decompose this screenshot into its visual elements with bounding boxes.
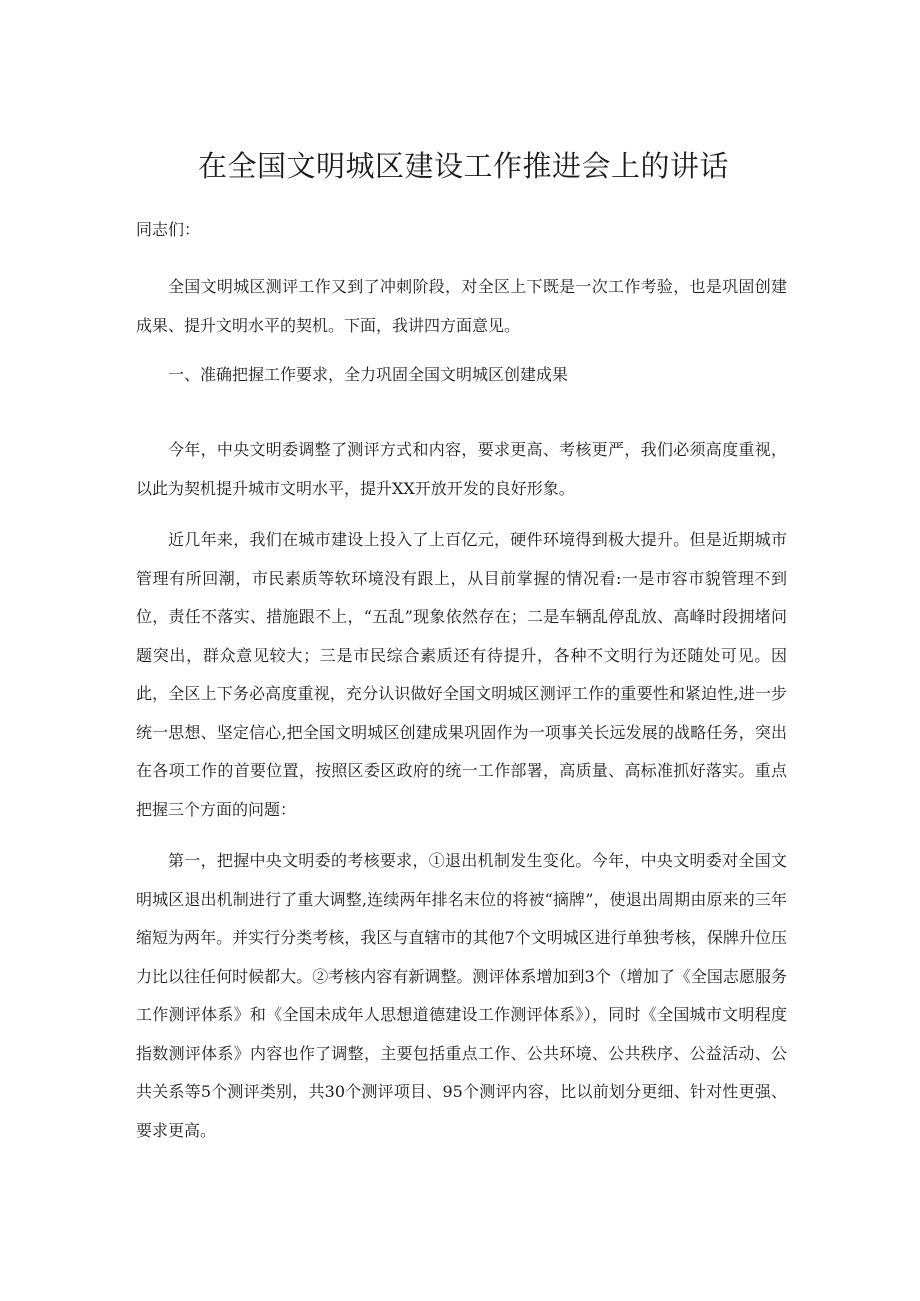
body-paragraph: 第一，把握中央文明委的考核要求，①退出机制发生变化。今年，中央文明委对全国文明城区退出机制进行了重大调整,连续两年排名末位的将被“摘牌”，使退出周期由原来的三年缩短为两年。并实行分类考核，我区与直辖市的其他7个文明城区进行单独考核，保牌升位压力比以往任何时候都大。②考核内容有新调整。测评体系增加到3个（增加了《全国志愿服务工作测评体系》和《全国未成年人思想道德建设工作测评体系》），同时《全国城市文明程度指数测评体系》内容也作了调整，主要包括重点工作、公共环境、公共秩序、公益活动、公共关系等5个测评类别，共30个测评项目、95个测评内容，比以前划分更细、针对性更强、要求更高。 xyxy=(136,851,787,1140)
body-paragraph: 今年，中央文明委调整了测评方式和内容，要求更高、考核更严，我们必须高度重视，以此为契机提升城市文明水平，提升XX开放开发的良好形象。 xyxy=(136,440,787,498)
salutation: 同志们： xyxy=(136,220,201,239)
section-heading: 一、准确把握工作要求，全力巩固全国文明城区创建成果 xyxy=(168,365,569,384)
intro-paragraph: 全国文明城区测评工作又到了冲刺阶段，对全区上下既是一次工作考验，也是巩固创建成果、提升文明水平的契机。下面，我讲四方面意见。 xyxy=(136,277,787,335)
document-title: 在全国文明城区建设工作推进会上的讲话 xyxy=(197,149,729,183)
body-paragraph: 近几年来，我们在城市建设上投入了上百亿元，硬件环境得到极大提升。但是近期城市管理有所回潮，市民素质等软环境没有跟上，从目前掌握的情况看:一是市容市貌管理不到位，责任不落实、措施跟不上，“五乱”现象依然存在；二是车辆乱停乱放、高峰时段拥堵问题突出，群众意见较大；三是市民综合素质还有待提升，各种不文明行为还随处可见。因此，全区上下务必高度重视，充分认识做好全国文明城区测评工作的重要性和紧迫性,进一步统一思想、坚定信心,把全国文明城区创建成果巩固作为一项事关长远发展的战略任务，突出在各项工作的首要位置，按照区委区政府的统一工作部署，高质量、高标准抓好落实。重点把握三个方面的问题： xyxy=(136,530,787,819)
